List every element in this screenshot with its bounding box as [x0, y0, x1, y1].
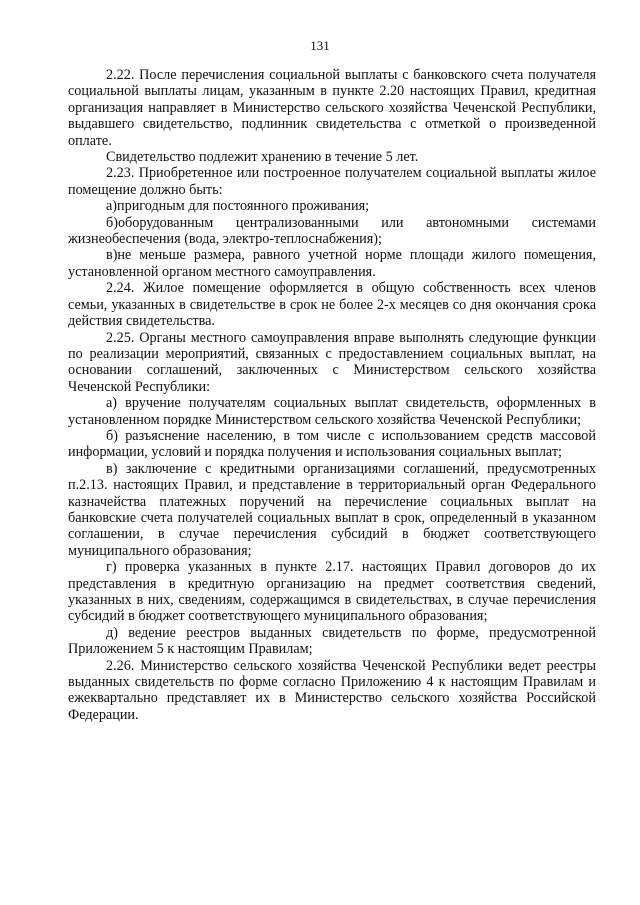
list-item-2-25-g: г) проверка указанных в пункте 2.17. настоящих Правил договоров до их представления в кредитную организацию на предмет соответствия сведений, указанных в них, сведениям, содержащимся в свидетельствах, в случае перечисления субсидий в бюджет соответствующего муниципального образования; — [68, 559, 596, 625]
page-number: 131 — [310, 38, 330, 53]
list-item-2-25-a: а) вручение получателям социальных выплат свидетельств, оформленных в установленном порядке Министерством сельского хозяйства Чеченской Республики; — [68, 395, 596, 428]
paragraph-2-22: 2.22. После перечисления социальной выплаты с банковского счета получателя социальной выплаты лицам, указанным в пункте 2.20 настоящих Правил, кредитная организация направляет в Министерство сельского хозяйства Чеченской Республики, выдавшего свидетельство, подлинник свидетельства с отметкой о произведенной оплате. — [68, 67, 596, 149]
list-item-2-25-d: д) ведение реестров выданных свидетельств по форме, предусмотренной Приложением 5 к настоящим Правилам; — [68, 624, 596, 658]
paragraph-2-24: 2.24. Жилое помещение оформляется в общую собственность всех членов семьи, указанных в свидетельстве в срок не более 2-х месяцев со дня окончания срока действия свидетельства. — [68, 280, 596, 330]
list-item-2-25-v: в) заключение с кредитными организациями соглашений, предусмотренных п.2.13. настоящих Правил, и представление в территориальный орган Федерального казначейства платежных поручений на перечисление социальных выплат на банковские счета получателей социальных выплат в срок, определенный в указанном соглашении, в случае перечисления субсидий в бюджет соответствующего муниципального образования; — [68, 460, 596, 559]
list-item-2-23-v: в)не меньше размера, равного учетной норме площади жилого помещения, установленной органом местного самоуправления. — [68, 247, 596, 280]
list-item-2-23-b: б)оборудованным централизованными или автономными системами жизнеобеспечения (вода, электро-теплоснабжения); — [68, 214, 596, 248]
paragraph-storage-period: Свидетельство подлежит хранению в течение 5 лет. — [106, 149, 419, 166]
list-item-2-25-b: б) разъяснение населению, в том числе с использованием средств массовой информации, условий и порядка получения и использования социальных выплат; — [68, 427, 596, 461]
paragraph-2-25: 2.25. Органы местного самоуправления вправе выполнять следующие функции по реализации мероприятий, связанных с предоставлением социальных выплат, на основании соглашений, заключенных с Министерством сельского хозяйства Чеченской Республики: — [68, 329, 596, 395]
paragraph-2-26: 2.26. Министерство сельского хозяйства Чеченской Республики ведет реестры выданных свидетельств по форме согласно Приложению 4 к настоящим Правилам и ежеквартально представляет их в Министерство сельского хозяйства Российской Федерации. — [68, 657, 596, 723]
paragraph-2-23: 2.23. Приобретенное или построенное получателем социальной выплаты жилое помещение должно быть: — [68, 165, 596, 198]
list-item-2-23-a: а)пригодным для постоянного проживания; — [106, 198, 370, 215]
document-body — [68, 67, 596, 723]
